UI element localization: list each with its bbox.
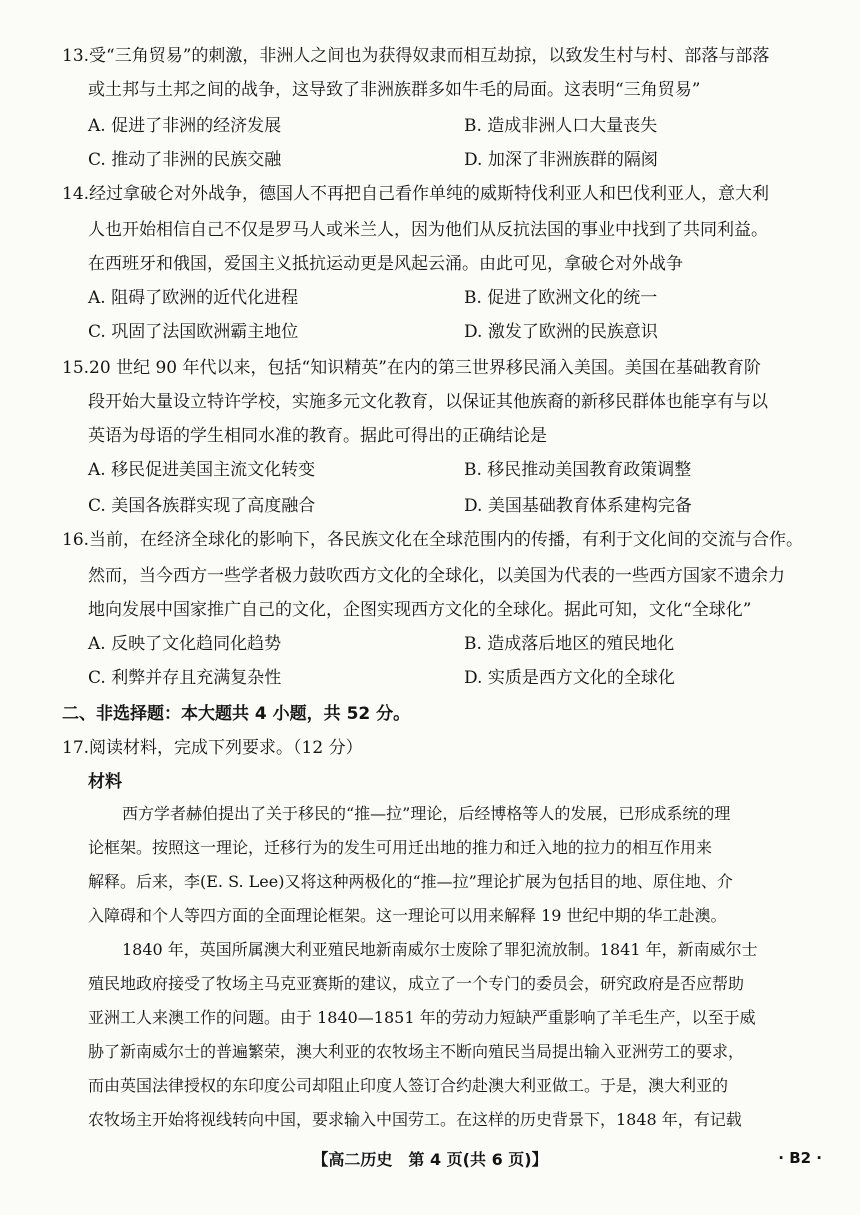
q13-option-a: A. 促进了非洲的经济发展	[88, 116, 282, 136]
paper-code: · B2 ·	[778, 1149, 822, 1167]
q16-option-a: A. 反映了文化趋同化趋势	[88, 634, 282, 654]
section-heading: 二、非选择题：本大题共 4 小题，共 52 分。	[62, 704, 411, 724]
q14-option-a: A. 阻碍了欧洲的近代化进程	[88, 288, 299, 308]
material-line-5: 1840 年，英国所属澳大利亚殖民地新南威尔士废除了罪犯流放制。1841 年，新南威尔士	[122, 940, 758, 959]
material-label: 材料	[88, 772, 122, 792]
q16-stem-line-2: 然而，当今西方一些学者极力鼓吹西方文化的全球化，以美国为代表的一些西方国家不遗余力	[88, 566, 785, 586]
q15-option-c: C. 美国各族群实现了高度融合	[88, 496, 316, 516]
material-line-2: 论框架。按照这一理论，迁移行为的发生可用迁出地的推力和迁入地的拉力的相互作用来	[88, 838, 713, 857]
material-line-1: 西方学者赫伯提出了关于移民的“推—拉”理论，后经博格等人的发展，已形成系统的理	[122, 804, 731, 823]
material-line-9: 而由英国法律授权的东印度公司却阻止印度人签订合约赴澳大利亚做工。于是，澳大利亚的	[88, 1076, 729, 1095]
q14-option-c: C. 巩固了法国欧洲霸主地位	[88, 322, 299, 342]
q14-stem-line-2: 人也开始相信自己不仅是罗马人或米兰人，因为他们从反抗法国的事业中找到了共同利益。	[88, 220, 768, 240]
q13-stem-line-1: 13.受“三角贸易”的刺激，非洲人之间也为获得奴隶而相互劫掠，以致发生村与村、部落与部落	[62, 46, 770, 66]
q16-option-b: B. 造成落后地区的殖民地化	[464, 634, 675, 654]
q15-option-a: A. 移民促进美国主流文化转变	[88, 460, 316, 480]
q15-stem-line-2: 段开始大量设立特许学校，实施多元文化教育，以保证其他族裔的新移民群体也能享有与以	[88, 392, 768, 412]
q15-stem-line-3: 英语为母语的学生相同水准的教育。据此可得出的正确结论是	[88, 426, 547, 446]
q14-option-b: B. 促进了欧洲文化的统一	[464, 288, 658, 308]
material-line-6: 殖民地政府接受了牧场主马克亚赛斯的建议，成立了一个专门的委员会，研究政府是否应帮助	[88, 974, 745, 993]
material-line-4: 入障碍和个人等四方面的全面理论框架。这一理论可以用来解释 19 世纪中期的华工赴澳。	[88, 906, 727, 925]
q16-stem-line-1: 16.当前，在经济全球化的影响下，各民族文化在全球范围内的传播，有利于文化间的交流与合作。	[62, 530, 804, 550]
q13-stem-line-2: 或土邦与土邦之间的战争，这导致了非洲族群多如牛毛的局面。这表明“三角贸易”	[88, 80, 701, 100]
q15-option-d: D. 美国基础教育体系建构完备	[464, 496, 692, 516]
q13-option-d: D. 加深了非洲族群的隔阂	[464, 150, 658, 170]
page-footer: 【高二历史 第 4 页(共 6 页)】	[312, 1150, 548, 1169]
q14-stem-line-3: 在西班牙和俄国，爱国主义抵抗运动更是风起云涌。由此可见，拿破仑对外战争	[88, 254, 683, 274]
material-line-10: 农牧场主开始将视线转向中国，要求输入中国劳工。在这样的历史背景下，1848 年，有记载	[88, 1110, 742, 1129]
material-line-7: 亚洲工人来澳工作的问题。由于 1840—1851 年的劳动力短缺严重影响了羊毛生产，以至于威	[88, 1008, 756, 1027]
q15-option-b: B. 移民推动美国教育政策调整	[464, 460, 692, 480]
q13-option-c: C. 推动了非洲的民族交融	[88, 150, 282, 170]
q16-stem-line-3: 地向发展中国家推广自己的文化，企图实现西方文化的全球化。据此可知，文化“全球化”	[88, 600, 752, 620]
q13-option-b: B. 造成非洲人口大量丧失	[464, 116, 658, 136]
material-line-8: 胁了新南威尔士的普遍繁荣，澳大利亚的农牧场主不断向殖民当局提出输入亚洲劳工的要求，	[88, 1042, 745, 1061]
q17-stem: 17.阅读材料，完成下列要求。（12 分）	[62, 738, 363, 758]
q14-option-d: D. 激发了欧洲的民族意识	[464, 322, 658, 342]
q16-option-c: C. 利弊并存且充满复杂性	[88, 668, 282, 688]
q14-stem-line-1: 14.经过拿破仑对外战争，德国人不再把自己看作单纯的威斯特伐利亚人和巴伐利亚人，意大利	[62, 184, 770, 204]
q16-option-d: D. 实质是西方文化的全球化	[464, 668, 675, 688]
q15-stem-line-1: 15.20 世纪 90 年代以来，包括“知识精英”在内的第三世界移民涌入美国。美国在基础教育阶	[62, 358, 761, 378]
material-line-3: 解释。后来，李(E. S. Lee)又将这种两极化的“推—拉”理论扩展为包括目的地、原住地、介	[88, 872, 733, 891]
